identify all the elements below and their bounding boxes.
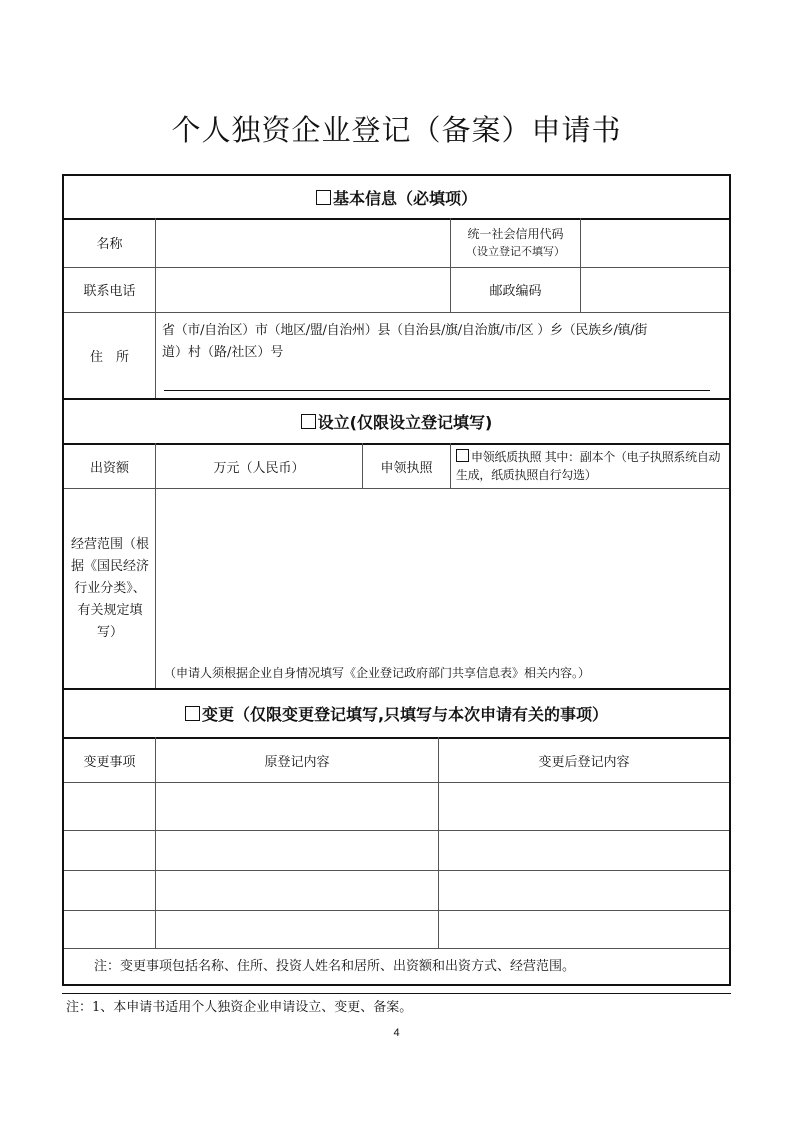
page-title: 个人独资企业登记（备案）申请书	[171, 113, 622, 147]
scope-label: 经营范围（根据《国民经济行业分类》、有关规定填写）	[70, 536, 149, 640]
scope-note: （申请人须根据企业自身情况填写《企业登记政府部门共享信息表》相关内容。）	[164, 666, 591, 680]
phone-field[interactable]	[156, 267, 450, 312]
divider	[62, 993, 731, 994]
section-title: 设立(仅限设立登记填写)	[317, 413, 493, 432]
credit-code-label-text: 统一社会信用代码	[467, 226, 564, 241]
license-option[interactable]	[456, 444, 728, 488]
credit-code-field[interactable]	[581, 218, 729, 267]
name-field[interactable]	[156, 218, 450, 267]
address-label: 住 所	[89, 349, 129, 365]
section-basic-info-header	[64, 176, 729, 218]
name-label: 名称	[96, 237, 123, 252]
section-change-header	[64, 690, 729, 737]
address-field[interactable]	[162, 320, 728, 364]
phone-label: 联系电话	[83, 284, 136, 299]
section-checkbox[interactable]	[185, 706, 200, 721]
page-number: 4	[393, 1027, 400, 1039]
address-line-1: 省（市/自治区）市（地区/盟/自治州）县（自治县/旗/自治旗/市/区 ）乡（民族乡/镇/街	[162, 323, 648, 338]
address-line-2: 道）村（路/社区）号	[162, 345, 284, 360]
column-header-new: 变更后登记内容	[538, 754, 630, 770]
change-note: 注：变更事项包括名称、住所、投资人姓名和居所、出资额和出资方式、经营范围。	[94, 958, 576, 974]
license-option-text: 申领纸质执照 其中：副本个（电子执照系统自动生成，纸质执照自行勾选）	[456, 450, 721, 482]
change-rows[interactable]	[64, 783, 729, 948]
credit-code-label	[451, 218, 580, 267]
license-label: 申领执照	[380, 460, 433, 476]
section-establish-header	[64, 400, 729, 443]
license-checkbox[interactable]	[456, 449, 469, 462]
postcode-label: 邮政编码	[489, 284, 542, 299]
section-checkbox[interactable]	[316, 190, 331, 205]
scope-field[interactable]	[156, 489, 729, 659]
section-title: 基本信息（必填项）	[332, 188, 477, 208]
section-checkbox[interactable]	[301, 414, 316, 429]
column-header-item: 变更事项	[83, 754, 136, 770]
column-header-original: 原登记内容	[264, 754, 330, 770]
capital-label: 出资额	[89, 460, 129, 476]
credit-code-note: （设立登记不填写）	[466, 244, 565, 258]
section-title: 变更（仅限变更登记填写,只填写与本次申请有关的事项）	[201, 705, 609, 724]
footer-note: 注：1、本申请书适用个人独资企业申请设立、变更、备案。	[66, 1000, 413, 1015]
application-form	[62, 174, 731, 986]
postcode-field[interactable]	[581, 267, 729, 312]
capital-field[interactable]: 万元（人民币）	[213, 460, 305, 476]
